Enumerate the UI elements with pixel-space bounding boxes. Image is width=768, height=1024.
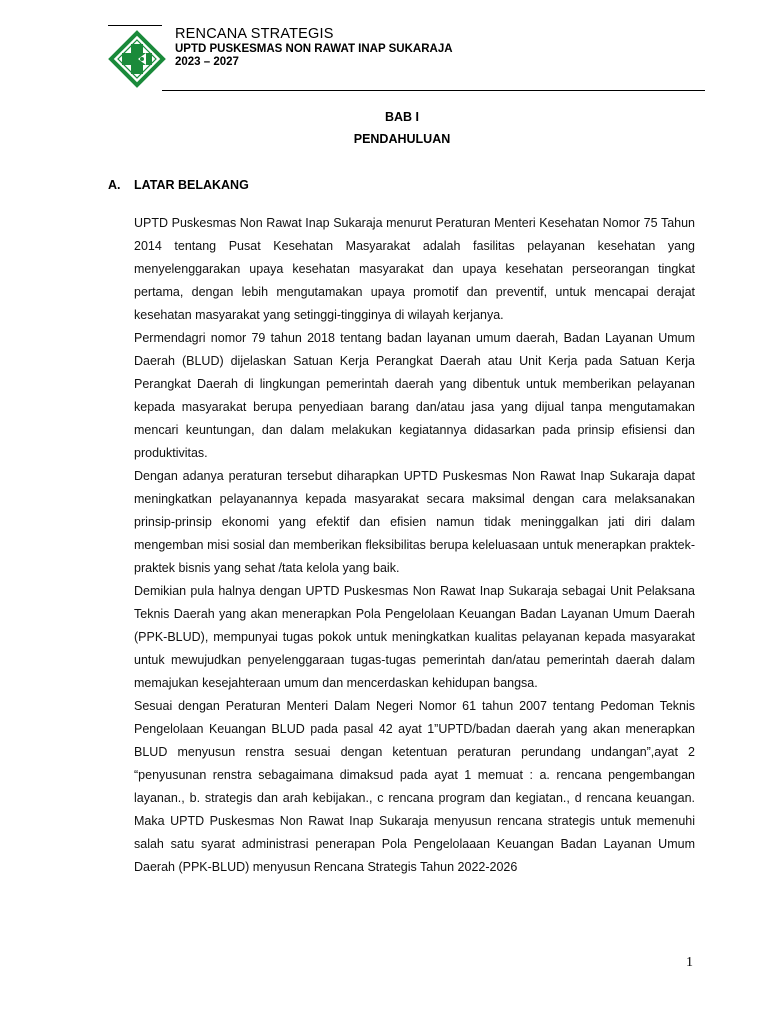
header-title: RENCANA STRATEGIS <box>175 26 334 42</box>
header-period: 2023 – 2027 <box>175 56 239 68</box>
section-letter: A. <box>108 178 121 192</box>
document-header <box>175 26 453 69</box>
paragraph: Permendagri nomor 79 tahun 2018 tentang badan layanan umum daerah, Badan Layanan Umum Daerah (BLUD) dijelaskan Satuan Kerja Perangkat Daerah atau Unit Kerja pada Satuan Kerja Perangkat Daerah di lingkungan pemerintah daerah yang dibentuk untuk memberikan pelayanan kepada masyarakat berupa penyediaan barang dan/atau jasa yang dijual tanpa mengutamakan mencari keuntungan, dan dalam melakukan kegiatannya didasarkan pada prinsip efisiensi dan produktivitas. <box>134 331 695 460</box>
header-bottom-rule <box>162 90 705 91</box>
section-title: LATAR BELAKANG <box>134 178 249 192</box>
page-number: 1 <box>686 955 693 970</box>
puskesmas-logo-icon <box>108 30 166 88</box>
header-top-rule <box>108 25 162 26</box>
body-text <box>134 212 695 879</box>
paragraph: UPTD Puskesmas Non Rawat Inap Sukaraja menurut Peraturan Menteri Kesehatan Nomor 75 Tahun 2014 tentang Pusat Kesehatan Masyarakat adalah fasilitas pelayanan kesehatan yang menyelenggarakan upaya kesehatan masyarakat dan upaya kesehatan perseorangan tingkat pertama, dengan lebih mengutamakan upaya promotif dan preventif, untuk mencapai derajat kesehatan masyarakat yang setinggi-tingginya di wilayah kerjanya. <box>134 216 695 322</box>
paragraph: Sesuai dengan Peraturan Menteri Dalam Negeri Nomor 61 tahun 2007 tentang Pedoman Teknis Pengelolaan Keuangan BLUD pada pasal 42 ayat 1”UPTD/badan daerah yang akan menerapkan BLUD menyusun renstra sesuai dengan ketentuan peraturan perundang undangan”,ayat 2 “penyusunan renstra sebagaimana dimaksud pada ayat 1 memuat : a. rencana pengembangan layanan., b. strategis dan arah kebijakan., c rencana program dan kegiatan., d rencana keuangan. Maka UPTD Puskesmas Non Rawat Inap Sukaraja menyusun rencana strategis untuk memenuhi salah satu syarat administrasi penerapan Pola Pengelolaaan Keuangan Badan Layanan Umum Daerah (PPK-BLUD) menyusun Rencana Strategis Tahun 2022-2026 <box>134 699 695 874</box>
header-subtitle: UPTD PUSKESMAS NON RAWAT INAP SUKARAJA <box>175 43 453 55</box>
chapter-number: BAB I <box>384 110 420 124</box>
paragraph: Demikian pula halnya dengan UPTD Puskesmas Non Rawat Inap Sukaraja sebagai Unit Pelaksana Teknis Daerah yang akan menerapkan Pola Pengelolaan Keuangan Badan Layanan Umum Daerah (PPK-BLUD), mempunyai tugas pokok untuk meningkatkan kualitas pelayanan kepada masyarakat untuk mewujudkan penyelenggaraan tugas-tugas pemerintah dan/atau pemerintah daerah dalam memajukan kesejahteraan umum dan mencerdaskan kehidupan bangsa. <box>134 584 695 690</box>
section-heading <box>108 178 249 192</box>
paragraph: Dengan adanya peraturan tersebut diharapkan UPTD Puskesmas Non Rawat Inap Sukaraja dapat meningkatkan pelayanannya kepada masyarakat secara maksimal dengan cara melaksanakan prinsip-prinsip ekonomi yang efektif dan efisien namun tidak meninggalkan jati diri dalam mengemban misi sosial dan memberikan fleksibilitas berupa keleluasaan untuk menerapkan praktek-praktek bisnis yang sehat /tata kelola yang baik. <box>134 469 695 575</box>
chapter-title: PENDAHULUAN <box>353 132 451 146</box>
